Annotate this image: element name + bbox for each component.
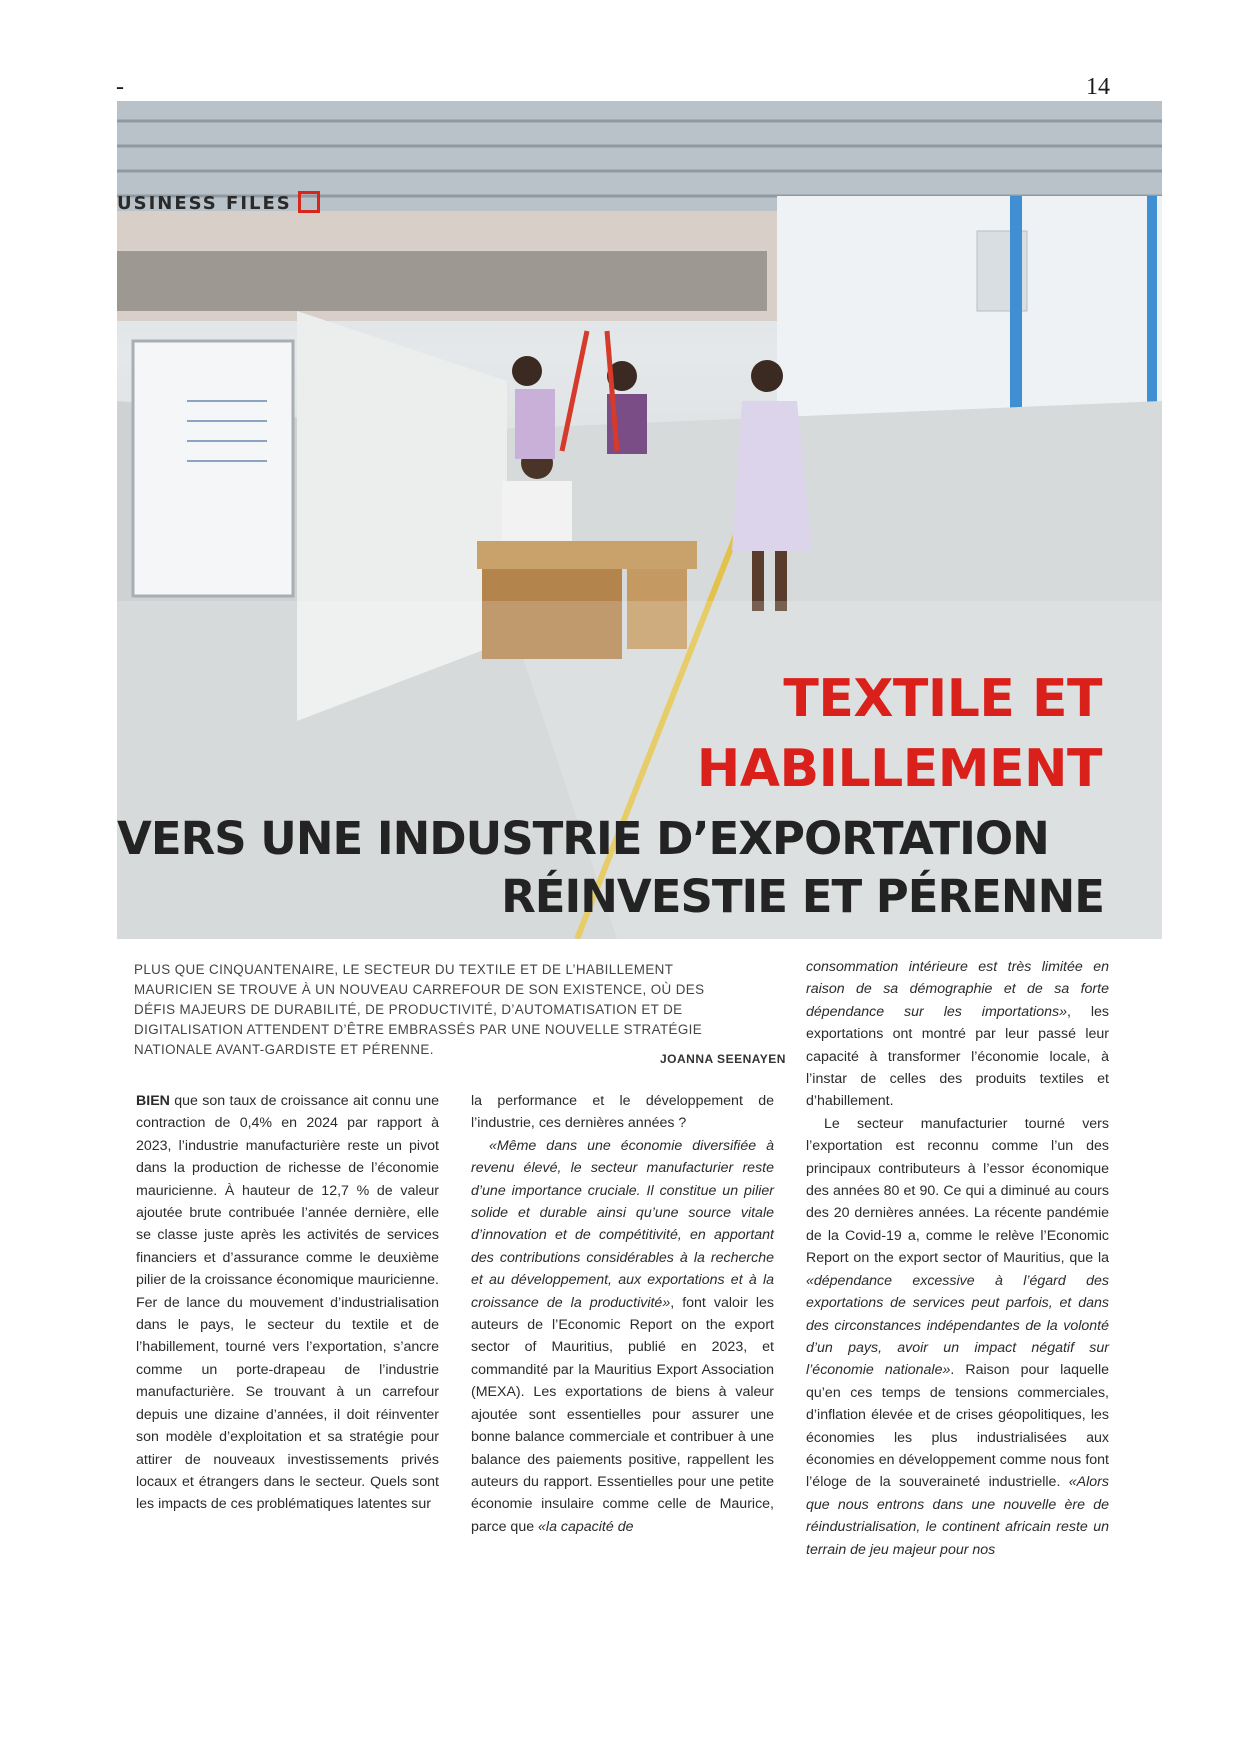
- header-dash: -: [116, 74, 124, 100]
- factory-photo: [117, 101, 1162, 939]
- author-byline: JOANNA SEENAYEN: [660, 1052, 786, 1066]
- article-column-2: [471, 1090, 774, 1538]
- subheadline-line-2: RÉINVESTIE ET PÉRENNE: [501, 870, 1104, 923]
- subheadline-line-1: VERS UNE INDUSTRIE D’EXPORTATION: [117, 812, 1049, 865]
- paragraph-text: , les exportations ont montré par leur passé leur capacité à transformer l’économie locale, à l’instar de celles des produits textiles et d’habillement.: [806, 1003, 1109, 1110]
- article-column-1: [136, 1090, 439, 1516]
- article-lede: PLUS QUE CINQUANTENAIRE, LE SECTEUR DU TEXTILE ET DE L’HABILLEMENT MAURICIEN SE TROUVE À UN NOUVEAU CARREFOUR DE SON EXISTENCE, OÙ DES DÉFIS MAJEURS DE DURABILITÉ, DE PRODUCTIVITÉ, D’AUTOMATISATION ET DE DIGITALISATION ATTENDENT D’ÊTRE EMBRASSÉS PAR UNE NOUVELLE STRATÉGIE NATIONALE AVANT-GARDISTE ET PÉRENNE.: [134, 962, 705, 1057]
- quote: «la capacité de: [538, 1518, 634, 1535]
- paragraph: [806, 956, 1109, 1113]
- paragraph-text: que son taux de croissance ait connu une contraction de 0,4% en 2024 par rapport à 2023, l’industrie manufacturière reste un pivot dans la production de richesse de l’économie mauricienne. À hauteur de 12,7 % de valeur ajoutée brute contribuée l’année dernière, elle se classe juste après les activités de services financiers et d’assurance comme le deuxième pilier de la croissance économique mauricienne. Fer de lance du mouvement d’industrialisation dans le pays, le secteur du textile et de l’habillement, tourné vers l’exportation, s’ancre comme un porte-drapeau de l’industrie manufacturière. Se trouvant à un carrefour depuis une dizaine d’années, il doit réinventer son modèle d’exploitation et sa stratégie pour attirer de nouveaux investissements privés locaux et étrangers dans le secteur. Quels sont les impacts de ces problématiques latentes sur: [136, 1093, 439, 1513]
- section-tag-box-icon: [298, 191, 320, 213]
- paragraph: [806, 1113, 1109, 1561]
- quote: «Même dans une économie diversifiée à revenu élevé, le secteur manufacturier reste d’une importance cruciale. Il constitue un pilier solide et durable ainsi qu’une source vitale d’innovation et de compétitivité, en apportant des contributions considérables à la recherche et au développement, aux exportations et à la croissance de la productivité»: [471, 1137, 774, 1311]
- section-tag-text: USINESS FILES: [117, 193, 292, 214]
- lead-word: BIEN: [136, 1093, 170, 1109]
- paragraph: la performance et le développement de l’industrie, ces dernières années ?: [471, 1093, 774, 1132]
- quote: «dépendance excessive à l’égard des exportations de services peut parfois, et dans des circonstances indépendantes de la volonté d’un pays, avoir un impact négatif sur l’économie nationale»: [806, 1272, 1109, 1379]
- page-number: 14: [1086, 74, 1110, 100]
- paragraph: [471, 1135, 774, 1538]
- paragraph-text: . Raison pour laquelle qu’en ces temps de tensions commerciales, d’inflation élevée et de crises géopolitiques, les économies les plus industrialisées aux économies en développement comme nous font l’éloge de la souveraineté industrielle.: [806, 1362, 1109, 1491]
- headline-line-1: TEXTILE ET: [783, 669, 1102, 729]
- headline-line-2: HABILLEMENT: [696, 739, 1102, 799]
- section-tag: [117, 191, 320, 214]
- paragraph-text: , font valoir les auteurs de l’Economic Report on the export sector of Mauritius, publié en 2023, et commandité par la Mauritius Export Association (MEXA). Les exportations de biens à valeur ajoutée sont essentielles pour assurer une bonne balance commerciale et contribuer à une balance des paiements positive, rappellent les auteurs du rapport. Essentielles pour une petite économie insulaire comme celle de Maurice, parce que: [471, 1294, 774, 1535]
- paragraph-text: Le secteur manufacturier tourné vers l’exportation est reconnu comme l’un des principaux contributeurs à l’essor économique des années 80 et 90. Ce qui a diminué au cours des 20 dernières années. La récente pandémie de la Covid-19 a, comme le relève l’Economic Report on the export sector of Mauritius, que la: [806, 1115, 1109, 1267]
- quote: «Alors que nous entrons dans une nouvelle ère de réindustrialisation, le continent africain reste un terrain de jeu majeur pour nos: [806, 1474, 1109, 1558]
- article-column-3: [806, 956, 1109, 1561]
- paragraph: [136, 1090, 439, 1516]
- quote: consommation intérieure est très limitée en raison de sa démographie et de sa forte dépendance sur les importations»: [806, 959, 1109, 1020]
